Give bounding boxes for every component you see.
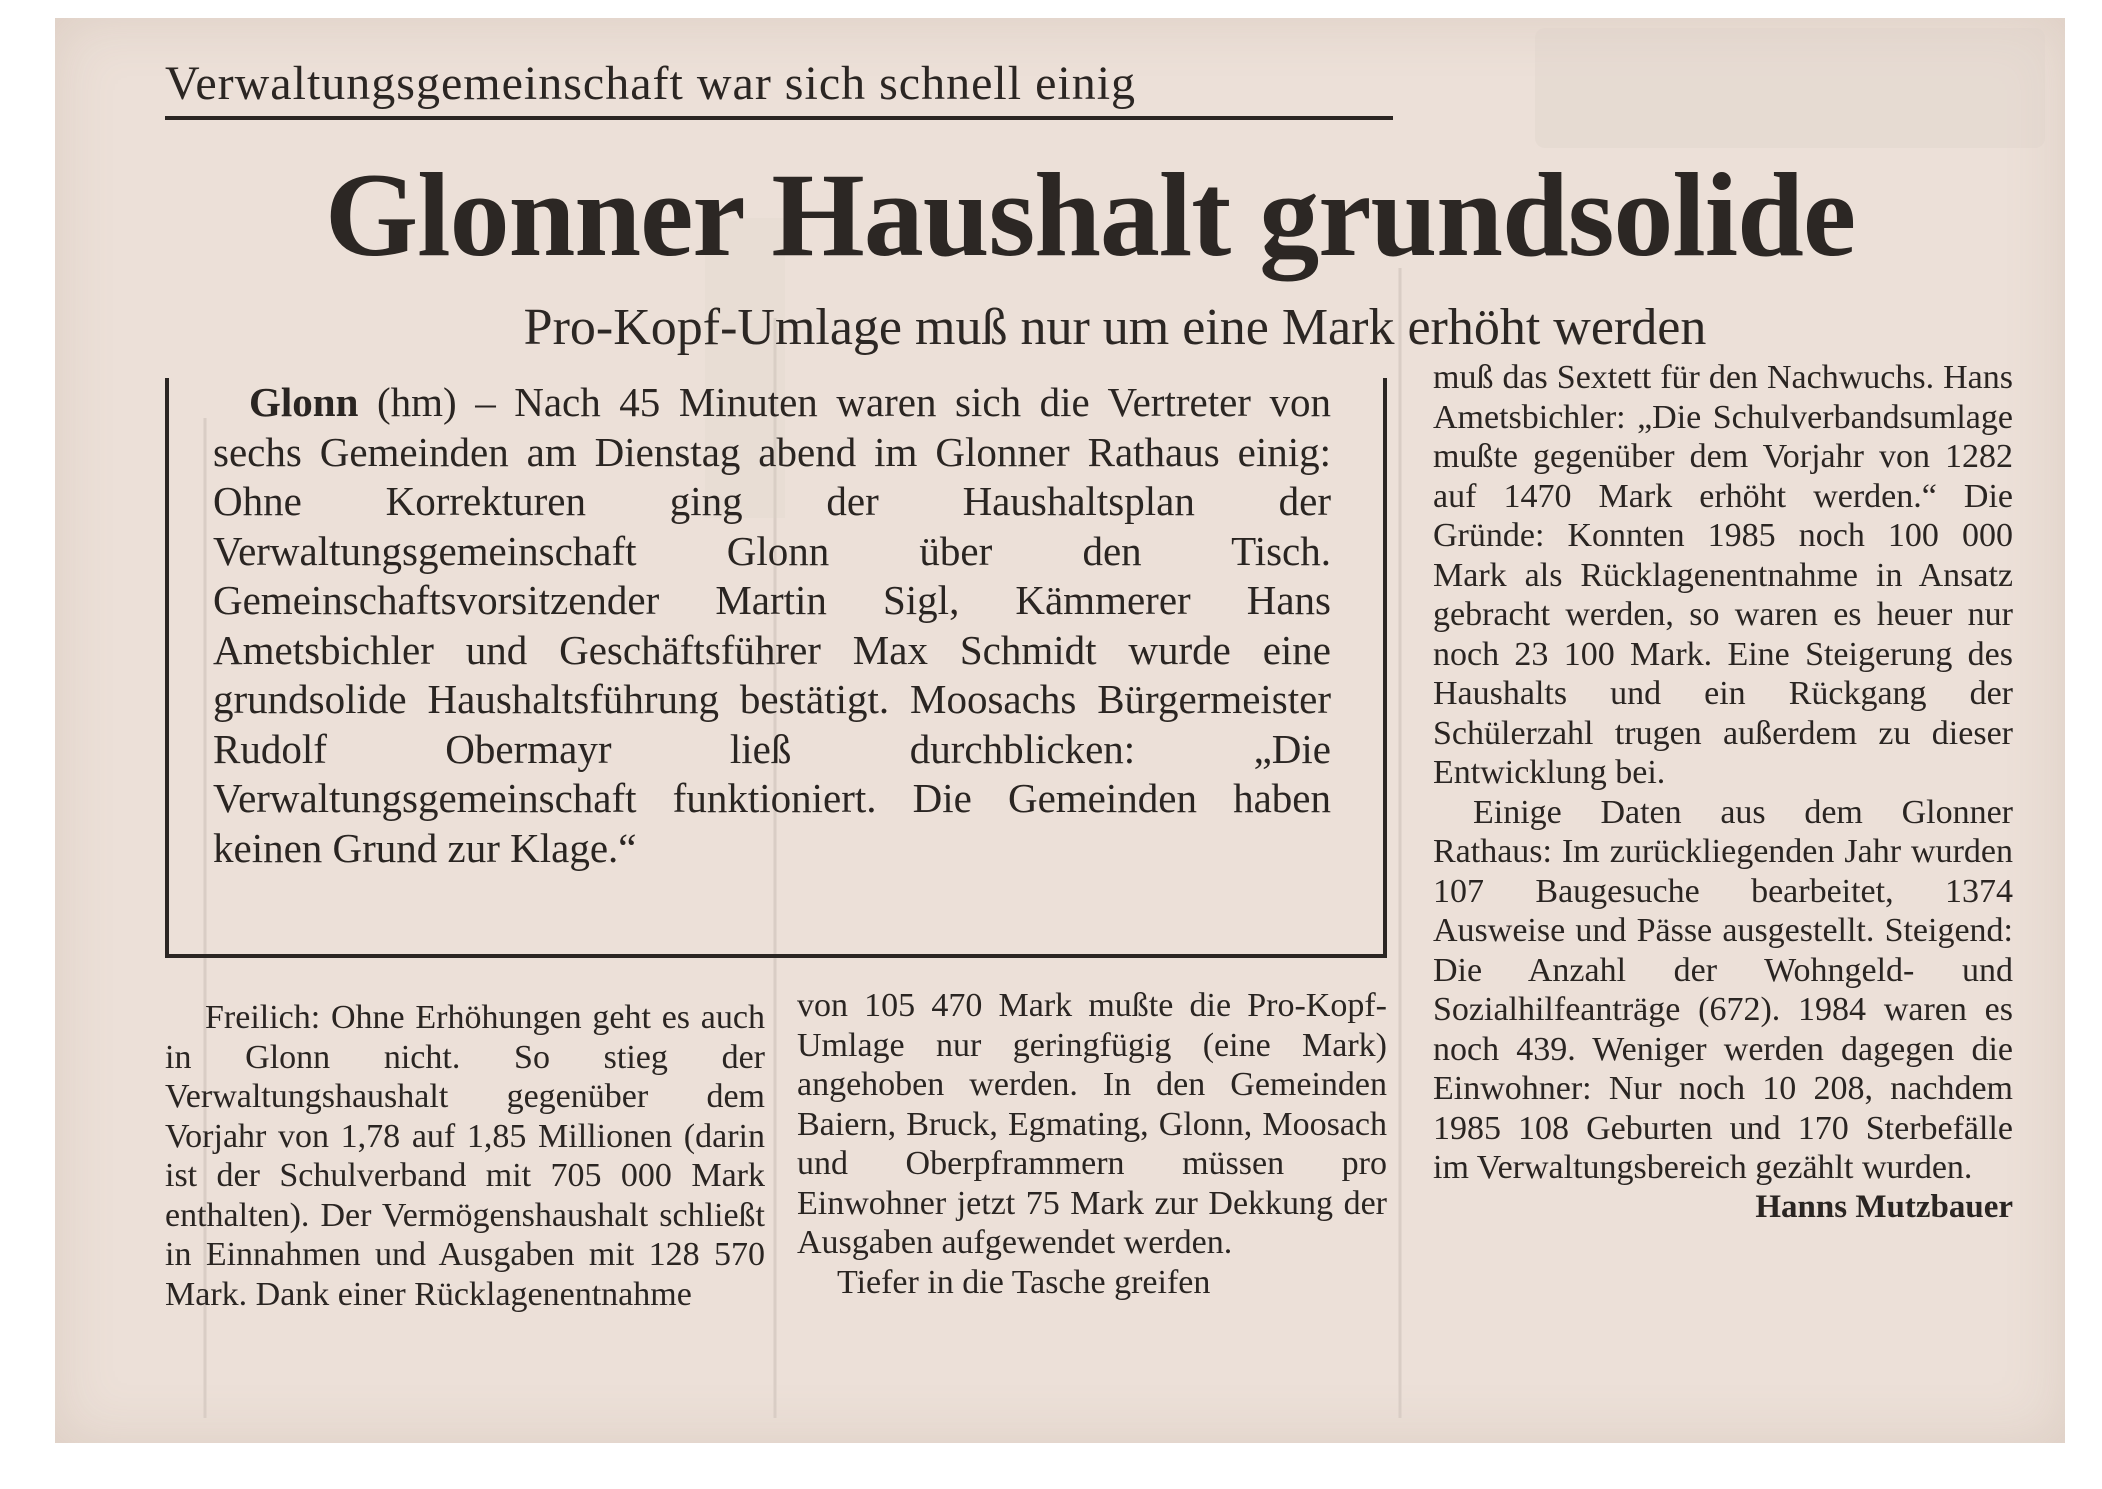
column2-paragraph-1: von 105 470 Mark mußte die Pro-Kopf-Umlage nur geringfügig (eine Mark) angehoben werden. In den Gemeinden Baiern, Bruck, Egmating, Glonn, Moosach und Oberpframmern müssen pro Einwohner jetzt 75 Mark zur Dekkung der Ausgaben aufgewendet werden. <box>797 987 1387 1261</box>
lead-paragraph <box>213 378 1331 873</box>
article-column-1 <box>165 998 765 1314</box>
article-column-3 <box>1433 358 2013 1227</box>
kicker-underline <box>165 116 1393 120</box>
column1-paragraph-1: Freilich: Ohne Erhöhungen geht es auch in Glonn nicht. So stieg der Verwaltungshaushalt gegenüber dem Vorjahr von 1,78 auf 1,85 Millionen (darin ist der Schulverband mit 705 000 Mark enthalten). Der Vermögenshaushalt schließt in Einnahmen und Ausgaben mit 128 570 Mark. Dank einer Rücklagenentnahme <box>165 999 765 1313</box>
headline: Glonner Haushalt grundsolide <box>324 148 1856 281</box>
column2-paragraph-2: Tiefer in die Tasche greifen <box>837 1263 1211 1301</box>
kicker-line: Verwaltungsgemeinschaft war sich schnell einig <box>165 57 1137 110</box>
article-column-2 <box>797 986 1387 1302</box>
subheadline: Pro-Kopf-Umlage muß nur um eine Mark erhöht werden <box>523 299 1707 356</box>
column3-paragraph-2-text: Einige Daten aus dem Glonner Rathaus: Im zurückliegenden Jahr wurden 107 Baugesuche bearbeitet, 1374 Ausweise und Pässe ausgestellt. Steigend: Die Anzahl der Wohngeld- und Sozialhilfeanträge (672). 1984 waren es noch 439. Weniger werden dagegen die Einwohner: Nur noch 10 208, nachdem 1985 108 Geburten und 170 Sterbefälle im Verwaltungsbereich gezählt wurden. <box>1433 793 2013 1186</box>
lead-text: (hm) – Nach 45 Minuten waren sich die Vertreter von sechs Gemeinden am Dienstag abend im Glonner Rathaus einig: Ohne Korrekturen ging der Haushaltsplan der Verwaltungsgemeinschaft Glonn über den Tisch. Gemeinschaftsvorsitzender Martin Sigl, Kämmerer Hans Ametsbichler und Geschäftsführer Max Schmidt wurde eine grundsolide Haushaltsführung bestätigt. Moosachs Bürgermeister Rudolf Obermayr ließ durchblicken: „Die Verwaltungsgemeinschaft funktioniert. Die Gemeinden haben keinen Grund zur Klage.“ <box>213 379 1331 871</box>
column3-paragraph-1: muß das Sextett für den Nachwuchs. Hans Ametsbichler: „Die Schulverbandsumlage mußte gegenüber dem Vorjahr von 1282 auf 1470 Mark erhöht werden.“ Die Gründe: Konnten 1985 noch 100 000 Mark als Rücklagenentnahme in Ansatz gebracht werden, so waren es heuer nur noch 23 100 Mark. Eine Steigerung des Haushalts und ein Rückgang der Schülerzahl trugen außerdem zu dieser Entwicklung bei. <box>1433 359 2013 791</box>
newspaper-clipping <box>55 18 2065 1443</box>
author-byline: Hanns Mutzbauer <box>1755 1188 2013 1225</box>
dateline: Glonn <box>249 379 359 425</box>
column3-paragraph-2 <box>1433 793 2013 1225</box>
